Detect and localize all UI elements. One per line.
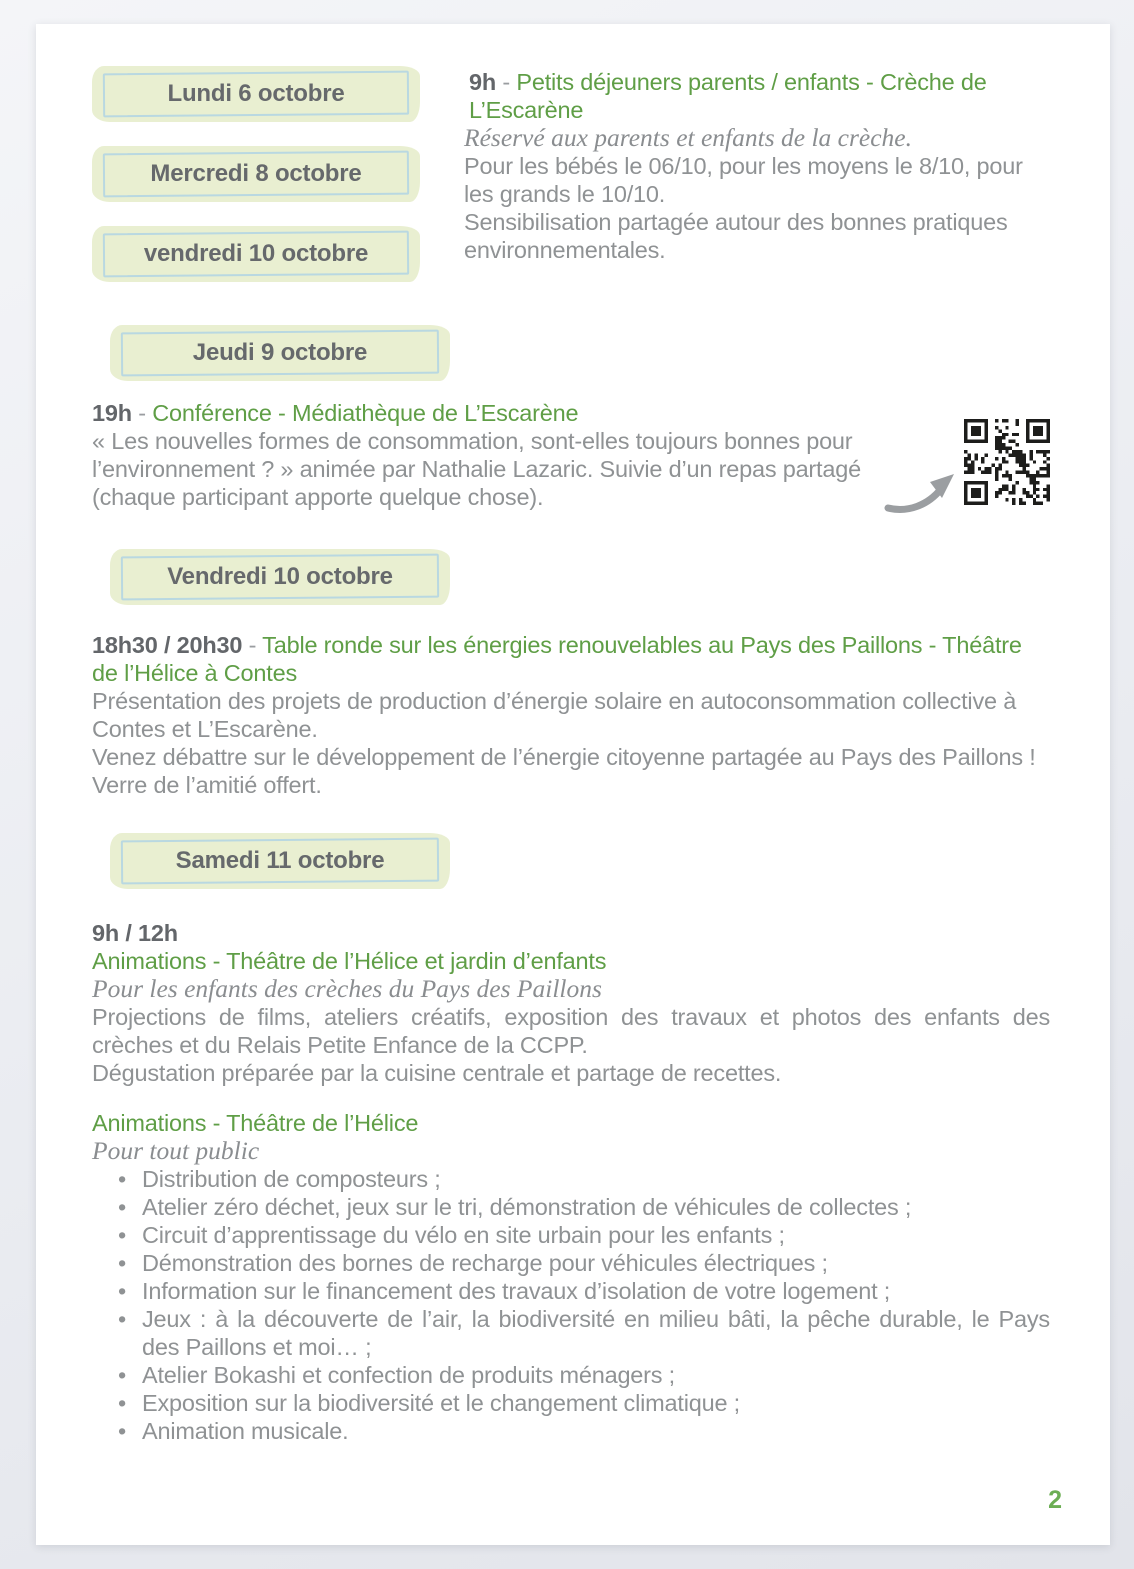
dash-separator: - [502,69,511,95]
event-note: Pour les enfants des crèches du Pays des Paillons [92,974,602,1003]
section-vendredi-10 [92,549,1050,799]
date-badge-mercredi-8 [92,146,420,202]
date-badge-label: Jeudi 9 octobre [192,339,368,366]
event-body: Venez débattre sur le développement de l’énergie citoyenne partagée au Pays des Paillons ! Verre de l’amitié offert. [92,744,1036,798]
list-item: • Distribution de composteurs ; [142,1165,1050,1193]
event-time: 19h [92,400,132,426]
event-time-line [92,919,1050,947]
page-number: 2 [1048,1486,1062,1514]
event-heading [92,399,1050,427]
list-item: • Animation musicale. [142,1417,1050,1445]
event-title: Animations - Théâtre de l’Hélice [92,1110,419,1136]
date-badge-jeudi-9 [110,325,450,381]
dash-separator: - [138,400,146,426]
event-body: Présentation des projets de production d’énergie solaire en autoconsommation collective à Contes et L’Escarène. [92,688,1017,742]
date-badge-column [92,66,464,282]
activity-list [92,1165,1050,1445]
section-jeudi-9 [92,325,1050,511]
date-badge-label: Samedi 11 octobre [175,847,385,874]
list-item: • Jeux : à la découverte de l’air, la biodiversité en milieu bâti, la pêche durable, le Pays des Paillons et moi… ; [142,1305,1050,1361]
event-body: « Les nouvelles formes de consommation, sont-elles toujours bonnes pour l’environnement ? » animée par Nathalie Lazaric. Suivie d’un repas partagé (chaque participant apporte quelque chose). [92,428,861,510]
list-item: • Information sur le financement des travaux d’isolation de votre logement ; [142,1277,1050,1305]
event-title: Petits déjeuners parents / enfants - Crèche de L’Escarène [469,69,987,123]
date-badge-samedi-11 [110,833,450,889]
list-item: • Atelier Bokashi et confection de produits ménagers ; [142,1361,1050,1389]
date-badge-vendredi-10 [92,226,420,282]
event-time: 9h [469,69,497,95]
event-heading [92,947,1050,975]
date-badge-vendredi-10-section [110,549,450,605]
list-item: • Atelier zéro déchet, jeux sur le tri, démonstration de véhicules de collectes ; [142,1193,1050,1221]
event-animations-jardin [92,919,1050,1087]
section-samedi-11 [92,833,1050,1445]
date-badge-lundi-6 [92,66,420,122]
event-table-ronde [92,631,1050,799]
event-heading [92,631,1050,687]
event-body: Sensibilisation partagée autour des bonnes pratiques environnementales. [464,209,1008,263]
top-section [92,66,1050,282]
event-title: Animations - Théâtre de l’Hélice et jardin d’enfants [92,948,607,974]
date-badge-label: Mercredi 8 octobre [150,160,362,187]
event-note: Réservé aux parents et enfants de la crèche. [464,123,912,152]
event-note: Pour tout public [92,1136,260,1165]
event-time: 18h30 / 20h30 [92,632,243,658]
document-page [36,24,1110,1545]
dash-separator: - [248,632,257,658]
event-title: Conférence - Médiathèque de L’Escarène [152,400,579,426]
event-body: Dégustation préparée par la cuisine centrale et partage de recettes. [92,1060,782,1086]
event-body: Projections de films, ateliers créatifs, exposition des travaux et photos des enfants des crèches et du Relais Petite Enfance de la CCPP. [92,1004,1050,1058]
event-breakfast [464,66,1050,282]
arrow-icon [884,465,956,515]
event-conference [92,399,1050,511]
event-body: Pour les bébés le 06/10, pour les moyens le 8/10, pour les grands le 10/10. [464,153,1023,207]
event-animations-public [92,1109,1050,1445]
event-heading [464,68,1050,124]
event-heading [92,1109,1050,1137]
date-badge-label: Lundi 6 octobre [167,80,345,107]
date-badge-label: Vendredi 10 octobre [167,563,393,590]
date-badge-label: vendredi 10 octobre [143,240,369,267]
list-item: • Démonstration des bornes de recharge pour véhicules électriques ; [142,1249,1050,1277]
event-time: 9h / 12h [92,920,178,946]
list-item: • Exposition sur la biodiversité et le changement climatique ; [142,1389,1050,1417]
list-item: • Circuit d’apprentissage du vélo en site urbain pour les enfants ; [142,1221,1050,1249]
event-title: Table ronde sur les énergies renouvelables au Pays des Paillons - Théâtre de l’Hélice à Contes [92,632,1022,686]
qr-code [964,419,1050,505]
